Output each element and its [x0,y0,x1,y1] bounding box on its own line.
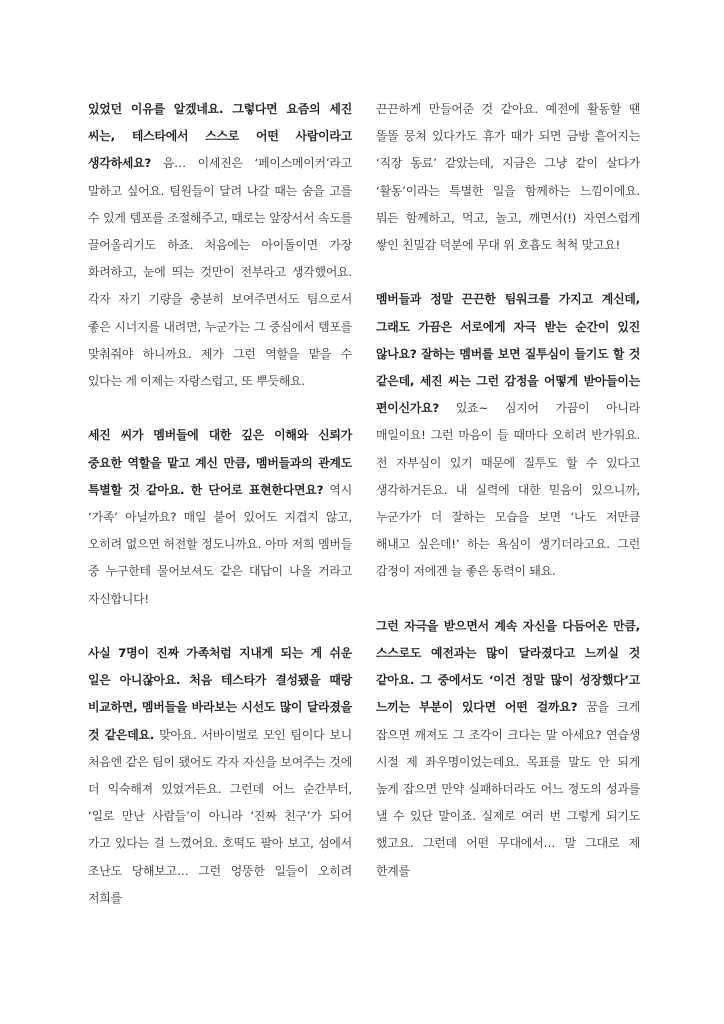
paragraph-gap [88,395,352,422]
qa-block [88,640,352,912]
question-text: 세진 씨가 멤버들에 대한 깊은 이해와 신뢰가 중요한 역할을 맡고 계신 만큼, 멤버들과의 관계도 특별할 것 같아요. 한 단어로 표현한다면요? [88,428,352,497]
answer-text: 역시 ‘가족’ 아닐까요? 매일 붙어 있어도 지겹지 않고, 오히려 없으면 허전할 정도니까요. 아마 저희 멤버들 중 누구한테 물어보셔도 같은 대답이 나올 거라고 자신합니다! [88,482,352,606]
answer-text: 있죠~ 심지어 가끔이 아니라 매일이요! 그런 마음이 들 때마다 오히려 반가워요. 전 자부심이 있기 때문에 질투도 할 수 있다고 생각하거든요. 내 실력에 대한 믿음이 있으니까, 누군가가 더 잘하는 모습을 보면 ‘나도 저만큼 해내고 싶은데!’ 하는 욕심이 생기더라고요. 그런 감정이 저에겐 늘 좋은 동력이 돼요. [376,401,640,579]
answer-text: 꿈을 크게 잡으면 깨져도 그 조각이 크다는 말 아세요? 연습생 시절 제 좌우명이었는데요. 목표를 말도 안 되게 높게 잡으면 만약 실패하더라도 어느 정도의 성과를 낼 수 있단 말이죠. 실제로 여러 번 그렇게 되기도 했고요. 그런데 어떤 무대에서… 말 그대로 제 한계를 [376,700,640,878]
answer-text: 끈끈하게 만들어준 것 같아요. 예전에 활동할 땐 똘똘 뭉쳐 있다가도 휴가 때가 되면 금방 흩어지는 ‘직장 동료’ 같았는데, 지금은 그냥 같이 살다가 ‘활동’이라는 특별한 일을 함께하는 느낌이에요. 뭐든 함께하고, 먹고, 놀고, 깨면서(!) 자연스럽게 쌓인 친밀감 덕분에 무대 위 호흡도 척척 맞고요! [376,102,640,253]
qa-block [88,96,352,395]
qa-block [376,96,640,259]
question-text: 멤버들과 정말 끈끈한 팀워크를 가지고 계신데, 그래도 가끔은 서로에게 자극 받는 순간이 있진 않나요? 잘하는 멤버를 보면 질투심이 들기도 할 것 같은데, 세진 씨는 그런 감정을 어떻게 받아들이는 편이신가요? [376,292,640,416]
paragraph-gap [376,259,640,286]
question-text: 그런 자극을 받으면서 계속 자신을 다듬어온 만큼, 스스로도 예전과는 많이 달라졌다고 느끼실 것 같아요. 그 중에서도 ‘이건 정말 많이 성장했다’고 느끼는 부분이 있다면 어떤 걸까요? [376,618,640,715]
question-text: 사실 7명이 진짜 가족처럼 지내게 되는 게 쉬운 일은 아니잖아요. 처음 테스타가 결성됐을 때랑 비교하면, 멤버들을 바라보는 시선도 많이 달라졌을 것 같은데요. [88,646,352,742]
qa-block [376,613,640,885]
answer-text: 음… 이세진은 ‘페이스메이커’라고 말하고 싶어요. 팀원들이 달려 나갈 때는 숨을 고를 수 있게 템포를 조절해주고, 때로는 앞장서서 속도를 끌어올리기도 하죠. 처음에는 아이돌이면 가장 화려하고, 눈에 띄는 것만이 전부라고 생각했어요. 각자 자기 기량을 충분히 보여주면서도 팀으로서 좋은 시너지를 내려면, 누군가는 그 중심에서 템포를 맞춰줘야 하니까요. 제가 그런 역할을 맡을 수 있다는 게 이제는 자랑스럽고, 또 뿌듯해요. [88,156,352,389]
right-column [376,96,640,885]
question-text: 있었던 이유를 알겠네요. 그렇다면 요즘의 세진 씨는, 테스타에서 스스로 어떤 사람이라고 생각하세요? [88,102,352,171]
answer-text: 맞아요. 서바이벌로 모인 팀이다 보니 처음엔 같은 팀이 됐어도 각자 자신을 보여주는 것에 더 익숙해져 있었거든요. 그런데 어느 순간부터, ‘일로 만난 사람들’이 아니라 ‘진짜 친구’가 되어 가고 있다는 걸 느꼈어요. 호떡도 팔아 보고, 섬에서 조난도 당해보고… 그런 엉뚱한 일들이 오히려 저희를 [88,727,352,905]
paragraph-gap [376,586,640,613]
qa-block [88,422,352,612]
qa-block [376,286,640,585]
left-column [88,96,352,912]
paragraph-gap [88,613,352,640]
